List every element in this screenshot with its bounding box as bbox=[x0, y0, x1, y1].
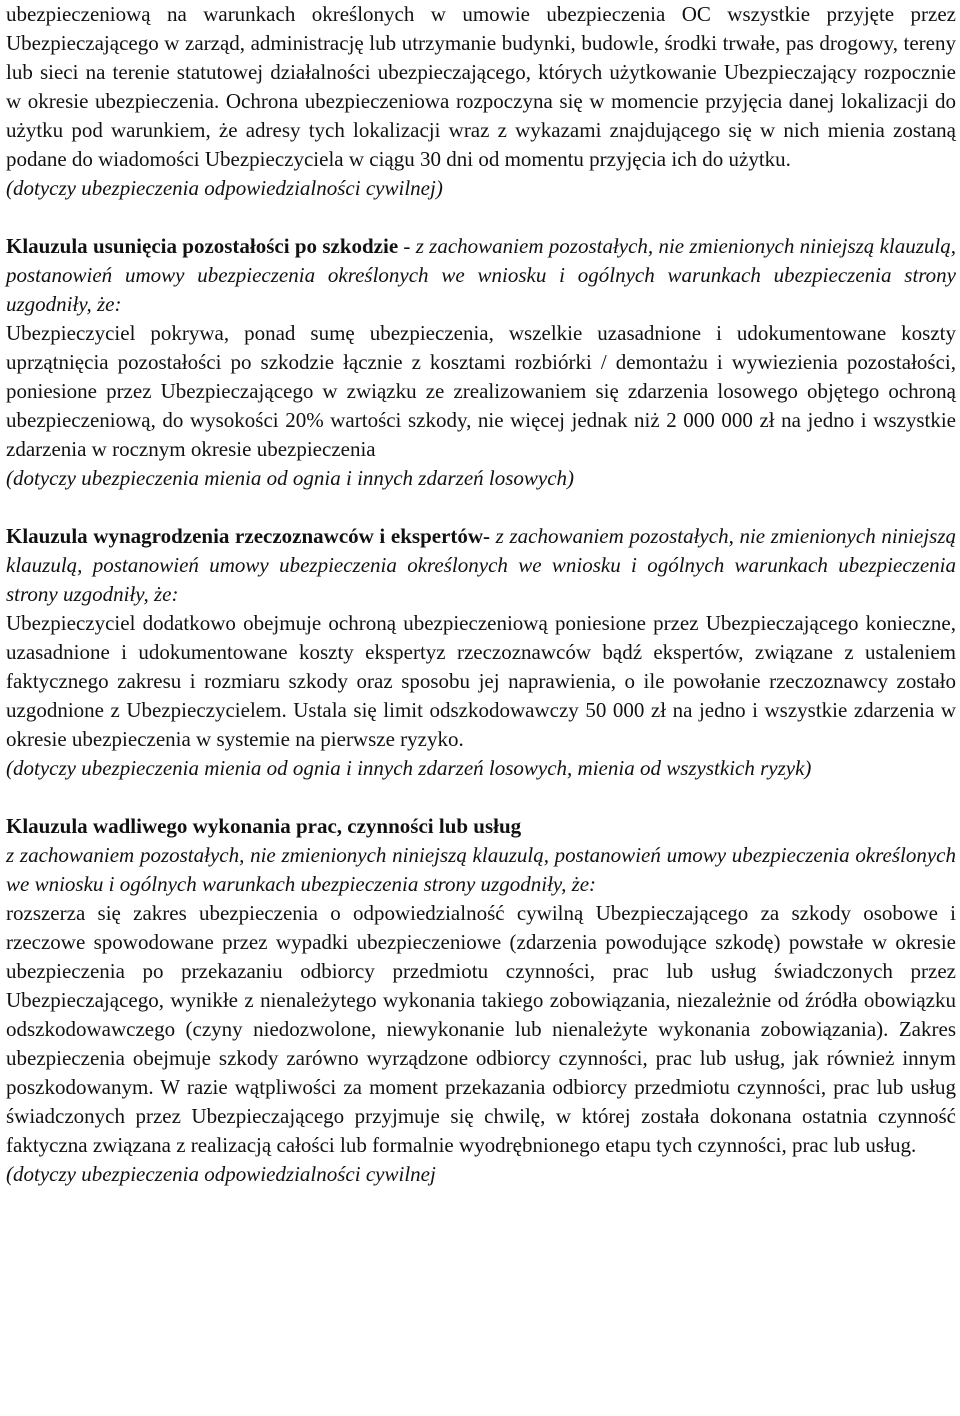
clause-expert-fees bbox=[6, 522, 956, 783]
clause-preamble: z zachowaniem pozostałych, nie zmienionych niniejszą klauzulą, postanowień umowy ubezpieczenia określonych we wniosku i ogólnych warunkach ubezpieczenia strony uzgodniły, że: bbox=[6, 524, 956, 606]
section-gap bbox=[6, 783, 956, 812]
section-gap bbox=[6, 203, 956, 232]
section-gap bbox=[6, 493, 956, 522]
clause-body: Ubezpieczyciel dodatkowo obejmuje ochroną ubezpieczeniową poniesione przez Ubezpieczającego konieczne, uzasadnione i udokumentowane koszty ekspertyz rzeczoznawców bądź ekspertów, związane z ustaleniem faktycznego zakresu i rozmiaru szkody oraz sposobu jej naprawienia, o ile powołanie rzeczoznawcy zostało uzgodnione z Ubezpieczycielem. Ustala się limit odszkodowawczy 50 000 zł na jedno i wszystkie zdarzenia w okresie ubezpieczenia w systemie na pierwsze ryzyko. bbox=[6, 611, 956, 751]
intro-scope-note: (dotyczy ubezpieczenia odpowiedzialności cywilnej) bbox=[6, 176, 443, 200]
clause-title: Klauzula wynagrodzenia rzeczoznawców i ekspertów- bbox=[6, 524, 491, 548]
clause-preamble: z zachowaniem pozostałych, nie zmienionych niniejszą klauzulą, postanowień umowy ubezpieczenia określonych we wniosku i ogólnych warunkach ubezpieczenia strony uzgodniły, że: bbox=[6, 234, 956, 316]
clause-residue-removal bbox=[6, 232, 956, 493]
clause-heading bbox=[6, 812, 956, 841]
clause-preamble: z zachowaniem pozostałych, nie zmienionych niniejszą klauzulą, postanowień umowy ubezpieczenia określonych we wniosku i ogólnych warunkach ubezpieczenia strony uzgodniły, że: bbox=[6, 843, 956, 896]
clause-scope-note: (dotyczy ubezpieczenia mienia od ognia i innych zdarzeń losowych) bbox=[6, 466, 575, 490]
clause-separator: - bbox=[398, 234, 416, 258]
clause-scope-note: (dotyczy ubezpieczenia odpowiedzialności cywilnej bbox=[6, 1162, 436, 1186]
clause-body: Ubezpieczyciel pokrywa, ponad sumę ubezpieczenia, wszelkie uzasadnione i udokumentowane koszty uprzątnięcia pozostałości po szkodzie łącznie z kosztami rozbiórki / demontażu i wywiezienia pozostałości, poniesione przez Ubezpieczającego w związku ze zrealizowaniem się zdarzenia losowego objętego ochroną ubezpieczeniową, do wysokości 20% wartości szkody, nie więcej jednak niż 2 000 000 zł na jedno i wszystkie zdarzenia w rocznym okresie ubezpieczenia bbox=[6, 321, 956, 461]
clause-title: Klauzula wadliwego wykonania prac, czynności lub usług bbox=[6, 814, 522, 838]
clause-title: Klauzula usunięcia pozostałości po szkodzie bbox=[6, 234, 399, 258]
clause-defective-work bbox=[6, 812, 956, 1189]
clause-heading bbox=[6, 522, 956, 609]
clause-scope-note: (dotyczy ubezpieczenia mienia od ognia i innych zdarzeń losowych, mienia od wszystkich ryzyk) bbox=[6, 756, 812, 780]
clause-heading bbox=[6, 232, 956, 319]
intro-paragraph: ubezpieczeniową na warunkach określonych w umowie ubezpieczenia OC wszystkie przyjęte przez Ubezpieczającego w zarząd, administrację lub utrzymanie budynki, budowle, środki trwałe, pas drogowy, tereny lub sieci na terenie statutowej działalności ubezpieczającego, których użytkowanie Ubezpieczający rozpocznie w okresie ubezpieczenia. Ochrona ubezpieczeniowa rozpoczyna się w momencie przyjęcia danej lokalizacji do użytku pod warunkiem, że adresy tych lokalizacji wraz z wykazami znajdującego się w nich mienia zostaną podane do wiadomości Ubezpieczyciela w ciągu 30 dni od momentu przyjęcia ich do użytku. bbox=[6, 2, 956, 171]
clause-body: rozszerza się zakres ubezpieczenia o odpowiedzialność cywilną Ubezpieczającego za szkody osobowe i rzeczowe spowodowane przez wypadki ubezpieczeniowe (zdarzenia powodujące szkodę) powstałe w okresie ubezpieczenia po przekazaniu odbiorcy przedmiotu czynności, prac lub usług świadczonych przez Ubezpieczającego, wynikłe z nienależytego wykonania takiego zobowiązania, niezależnie od źródła obowiązku odszkodowawczego (czyny niedozwolone, niewykonanie lub nienależyte wykonania zobowiązania). Zakres ubezpieczenia obejmuje szkody zarówno wyrządzone odbiorcy czynności, prac lub usług, jak również innym poszkodowanym. W razie wątpliwości za moment przekazania odbiorcy przedmiotu czynności, prac lub usług świadczonych przez Ubezpieczającego przyjmuje się chwilę, w której została dokonana ostatnia czynność faktyczna związana z realizacją całości lub formalnie wyodrębnionego etapu tych czynności, prac lub usług. bbox=[6, 901, 956, 1157]
